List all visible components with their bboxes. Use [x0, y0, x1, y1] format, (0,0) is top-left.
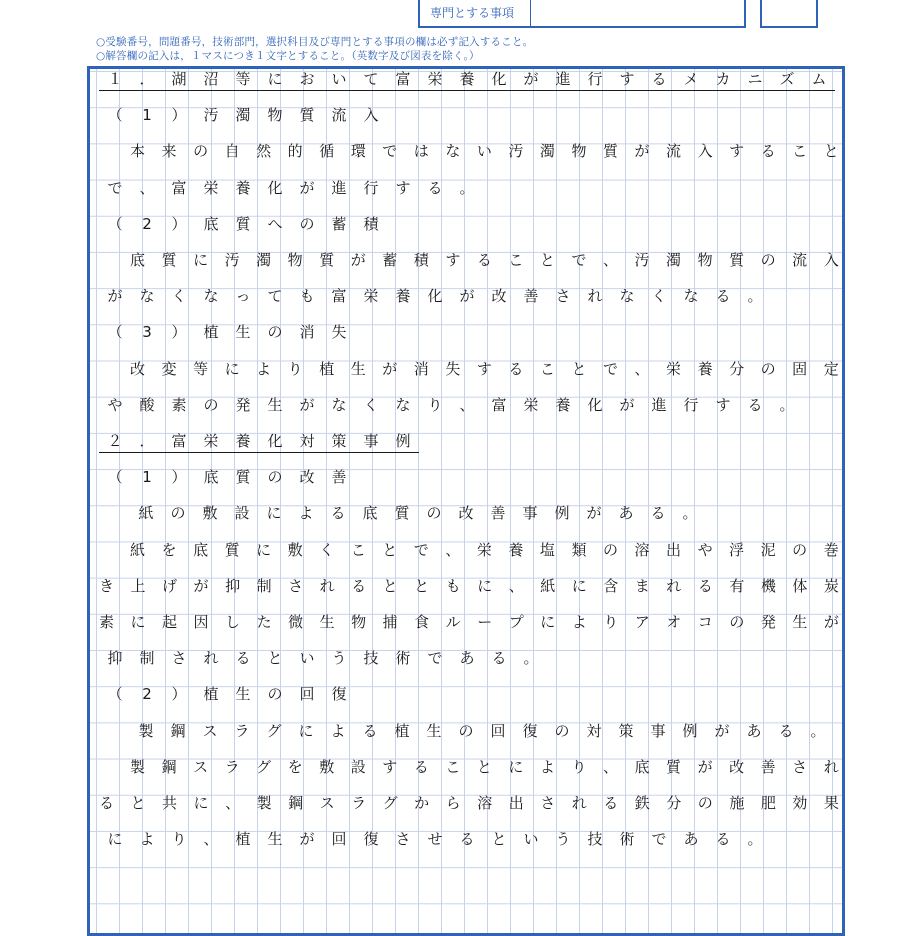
- answer-line: で 、 富 栄 養 化 が 進 行 す る 。: [107, 178, 475, 197]
- answer-line: 抑 制 さ れ る と い う 技 術 で あ る 。: [107, 649, 539, 668]
- instruction-note-2: ○解答欄の記入は，１マスにつき１文字とすること。（英数字及び図表を除く。）: [96, 50, 480, 62]
- answer-line: る と 共 に 、 製 鋼 ス ラ グ か ら 溶 出 さ れ る 鉄 分 の 施 肥 効 果: [99, 794, 839, 812]
- answer-line: 紙 の 敷 設 に よ る 底 質 の 改 善 事 例 が あ る 。: [138, 504, 698, 523]
- answer-line: （ 1 ） 底 質 の 改 善: [107, 468, 347, 487]
- answer-line: （ 3 ） 植 生 の 消 失: [107, 323, 347, 342]
- field-label: 専門とする事項: [430, 6, 515, 20]
- answer-line: （ 1 ） 汚 濁 物 質 流 入: [107, 106, 379, 125]
- field-divider: [530, 0, 531, 26]
- answer-line: ２ ． 富 栄 養 化 対 策 事 例: [99, 426, 419, 453]
- answer-line: や 酸 素 の 発 生 が な く な り 、 富 栄 養 化 が 進 行 す る 。: [107, 395, 795, 414]
- answer-line: （ 2 ） 植 生 の 回 復: [107, 685, 347, 704]
- right-box: [760, 0, 818, 28]
- answer-line: 改 変 等 に よ り 植 生 が 消 失 す る こ と で 、 栄 養 分 の 固 定: [130, 359, 839, 378]
- answer-line: 製 鋼 ス ラ グ に よ る 植 生 の 回 復 の 対 策 事 例 が あ る 。: [138, 721, 826, 740]
- answer-line: 製 鋼 ス ラ グ を 敷 設 す る こ と に よ り 、 底 質 が 改 善 さ れ: [130, 757, 839, 776]
- answer-line: 紙 を 底 質 に 敷 く こ と で 、 栄 養 塩 類 の 溶 出 や 浮 泥 の 巻: [130, 540, 839, 559]
- instruction-note-1: ○受験番号，問題番号，技術部門，選択科目及び専門とする事項の欄は必ず記入すること。: [96, 36, 534, 48]
- answer-line: 本 来 の 自 然 的 循 環 で は な い 汚 濁 物 質 が 流 入 す る こ と: [130, 142, 839, 161]
- answer-line: き 上 げ が 抑 制 さ れ る と と も に 、 紙 に 含 ま れ る 有 機 体 炭: [99, 576, 839, 595]
- answer-line: （ 2 ） 底 質 へ の 蓄 積: [107, 214, 379, 233]
- answer-line: 素 に 起 因 し た 微 生 物 捕 食 ル ー プ に よ り ア オ コ の 発 生 が: [99, 613, 839, 631]
- answer-line: １ ． 湖 沼 等 に お い て 富 栄 養 化 が 進 行 す る メ カ ニ ズ ム: [99, 64, 835, 91]
- answer-line: に よ り 、 植 生 が 回 復 さ せ る と い う 技 術 で あ る 。: [107, 830, 763, 849]
- answer-line: が な く な っ て も 富 栄 養 化 が 改 善 さ れ な く な る 。: [107, 287, 763, 306]
- field-box: [418, 0, 746, 28]
- answer-line: 底 質 に 汚 濁 物 質 が 蓄 積 す る こ と で 、 汚 濁 物 質 の 流 入: [130, 251, 839, 269]
